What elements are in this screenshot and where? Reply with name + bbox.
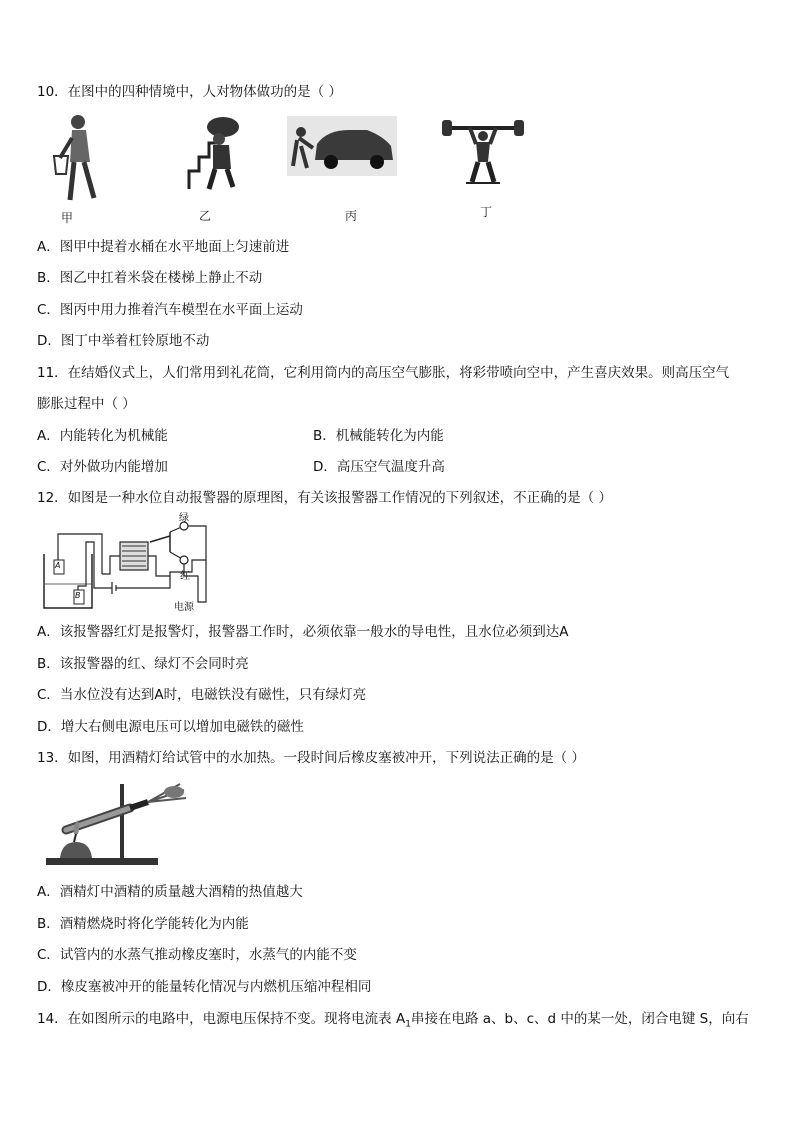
caption-bing: 丙	[345, 209, 358, 223]
q11-option-a: A．内能转化为机械能	[37, 428, 168, 444]
q14-stem-part1: 14．在如图所示的电路中，电源电压保持不变。现将电流表 A	[37, 1011, 406, 1027]
q12-option-a: A．该报警器红灯是报警灯，报警器工作时，必须依靠一般水的导电性，且水位必须到达A	[37, 624, 569, 640]
q10-option-a: A．图甲中提着水桶在水平地面上匀速前进	[37, 239, 290, 255]
q11-stem-line2: 膨胀过程中（ ）	[37, 396, 136, 412]
q11-option-c: C．对外做功内能增加	[37, 459, 168, 475]
q12-label-b: B	[75, 591, 81, 600]
q14-stem-part2: 串接在电路 a、b、c、d 中的某一处，闭合电键 S，向右	[410, 1011, 749, 1027]
q13-option-a: A．酒精灯中酒精的质量越大酒精的热值越大	[37, 884, 303, 900]
q10-stem: 10．在图中的四种情境中，人对物体做功的是（ ）	[37, 84, 342, 100]
q12-label-power: 电源	[174, 602, 194, 613]
q10-option-b: B．图乙中扛着米袋在楼梯上静止不动	[37, 270, 263, 286]
caption-ding: 丁	[480, 205, 493, 219]
caption-jia: 甲	[61, 211, 74, 225]
q10-figure-bing	[287, 116, 397, 176]
q11-option-b: B．机械能转化为内能	[313, 428, 444, 444]
q10-option-d: D．图丁中举着杠铃原地不动	[37, 333, 210, 349]
q10-figure-jia	[50, 112, 110, 204]
caption-yi: 乙	[199, 209, 212, 223]
q11-option-d: D．高压空气温度升高	[313, 459, 445, 475]
q14-ammeter-subscript: 1	[405, 1019, 411, 1030]
q12-circuit-figure	[38, 512, 218, 612]
q10-figure-yi	[185, 113, 255, 193]
q12-option-d: D．增大右侧电源电压可以增加电磁铁的磁性	[37, 719, 304, 735]
q12-option-c: C．当水位没有达到A时，电磁铁没有磁性，只有绿灯亮	[37, 687, 367, 703]
q12-stem: 12．如图是一种水位自动报警器的原理图，有关该报警器工作情况的下列叙述，不正确的是（ ）	[37, 490, 612, 506]
q12-option-b: B．该报警器的红、绿灯不会同时亮	[37, 656, 249, 672]
q11-stem-line1: 11．在结婚仪式上，人们常用到礼花筒，它利用筒内的高压空气膨胀，将彩带喷向空中，产生喜庆效果。则高压空气	[37, 365, 730, 381]
q14-stem	[37, 1010, 749, 1034]
q13-stem: 13．如图，用酒精灯给试管中的水加热。一段时间后橡皮塞被冲开，下列说法正确的是（ ）	[37, 750, 585, 766]
q10-figure-ding	[442, 118, 524, 186]
q13-option-d: D．橡皮塞被冲开的能量转化情况与内燃机压缩冲程相同	[37, 979, 372, 995]
q13-alcohol-lamp-figure	[44, 780, 190, 868]
q12-label-green: 绿	[179, 513, 189, 524]
q12-label-red: 红	[180, 571, 190, 582]
q10-option-c: C．图丙中用力推着汽车模型在水平面上运动	[37, 302, 303, 318]
q13-option-c: C．试管内的水蒸气推动橡皮塞时，水蒸气的内能不变	[37, 947, 357, 963]
q13-option-b: B．酒精燃烧时将化学能转化为内能	[37, 916, 249, 932]
q12-label-a: A	[55, 561, 61, 570]
